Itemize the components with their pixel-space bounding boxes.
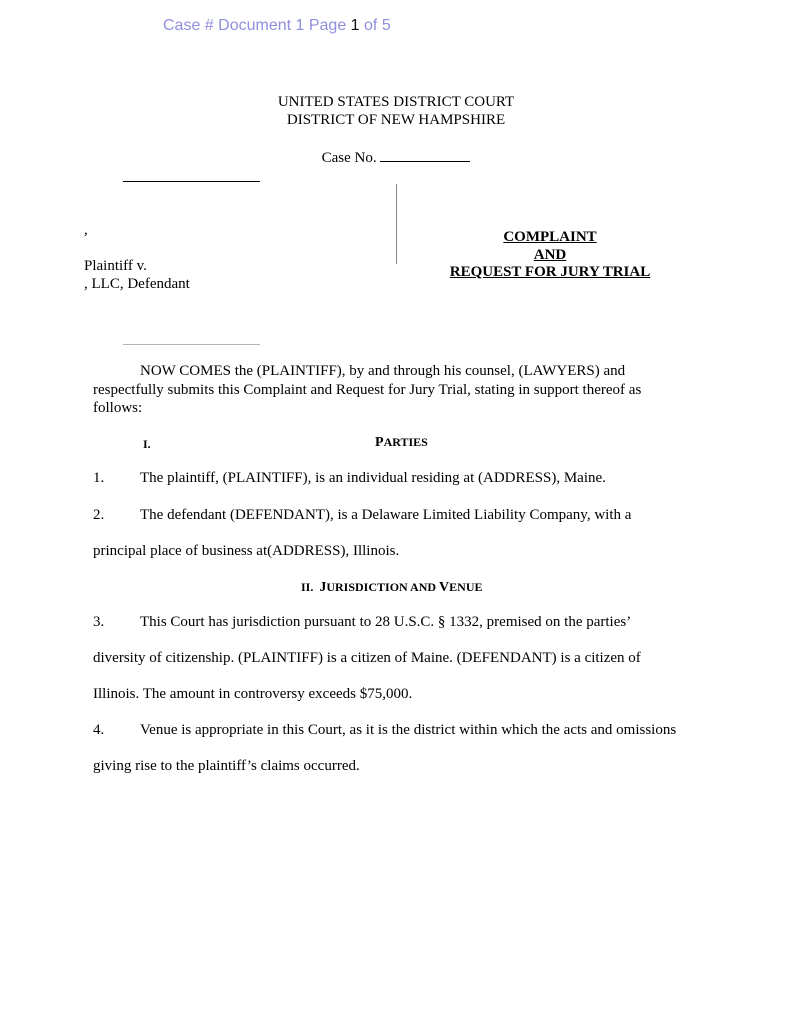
case-no-label: Case No. xyxy=(321,150,381,166)
caption-top-rule xyxy=(123,181,260,182)
plaintiff-line: Plaintiff v. xyxy=(84,258,147,274)
header-page-number: 1 xyxy=(350,17,360,34)
document-header-stamp xyxy=(163,17,391,35)
paragraph-text: The defendant (DEFENDANT), is a Delaware Limited Liability Company, with a xyxy=(140,507,632,523)
complaint-title-line2: AND xyxy=(533,246,567,263)
paragraph-3-continuation-2: Illinois. The amount in controversy exceeds $75,000. xyxy=(93,686,413,702)
header-case-text: Case # Document 1 Page xyxy=(163,17,351,34)
case-no-blank xyxy=(380,147,470,162)
paragraph-2 xyxy=(93,507,703,524)
paragraph-number: 3. xyxy=(93,614,105,630)
paragraph-3-continuation-1: diversity of citizenship. (PLAINTIFF) is a citizen of Maine. (DEFENDANT) is a citizen of xyxy=(93,650,641,666)
header-page-total: of 5 xyxy=(359,17,391,34)
section-1-title: PARTIES xyxy=(375,435,428,450)
paragraph-text: Venue is appropriate in this Court, as it is the district within which the acts and omissions xyxy=(140,722,677,738)
paragraph-2-continuation: principal place of business at(ADDRESS), Illinois. xyxy=(93,543,400,559)
caption-bottom-rule xyxy=(123,344,260,345)
caption-parties xyxy=(84,257,190,293)
court-district: DISTRICT OF NEW HAMPSHIRE xyxy=(286,112,506,128)
paragraph-3 xyxy=(93,614,703,631)
section-2-header: II. JURISDICTION AND VENUE xyxy=(301,580,483,595)
court-heading xyxy=(196,93,596,129)
paragraph-1 xyxy=(93,470,703,487)
paragraph-4 xyxy=(93,722,713,739)
paragraph-number: 2. xyxy=(93,507,105,523)
paragraph-number: 4. xyxy=(93,722,105,738)
plaintiff-name-comma: , xyxy=(84,222,88,238)
intro-paragraph: NOW COMES the (PLAINTIFF), by and through his counsel, (LAWYERS) and respectfully submits this Complaint and Request for Jury Trial, stating in support thereof as follows: xyxy=(93,363,642,416)
case-number-line xyxy=(196,147,596,167)
complaint-title-line3: REQUEST FOR JURY TRIAL xyxy=(449,264,651,280)
paragraph-4-continuation: giving rise to the plaintiff’s claims occurred. xyxy=(93,758,360,774)
paragraph-text: The plaintiff, (PLAINTIFF), is an individual residing at (ADDRESS), Maine. xyxy=(140,470,606,486)
defendant-line: , LLC, Defendant xyxy=(84,276,190,292)
court-name: UNITED STATES DISTRICT COURT xyxy=(277,94,515,110)
paragraph-text: This Court has jurisdiction pursuant to 28 U.S.C. § 1332, premised on the parties’ xyxy=(140,614,632,630)
caption-divider xyxy=(396,184,397,264)
section-1-numeral: I. xyxy=(143,437,151,451)
complaint-title-line1: COMPLAINT xyxy=(503,229,597,245)
section-2-numeral: II. xyxy=(301,580,314,594)
complaint-title xyxy=(430,229,670,282)
paragraph-number: 1. xyxy=(93,470,105,486)
